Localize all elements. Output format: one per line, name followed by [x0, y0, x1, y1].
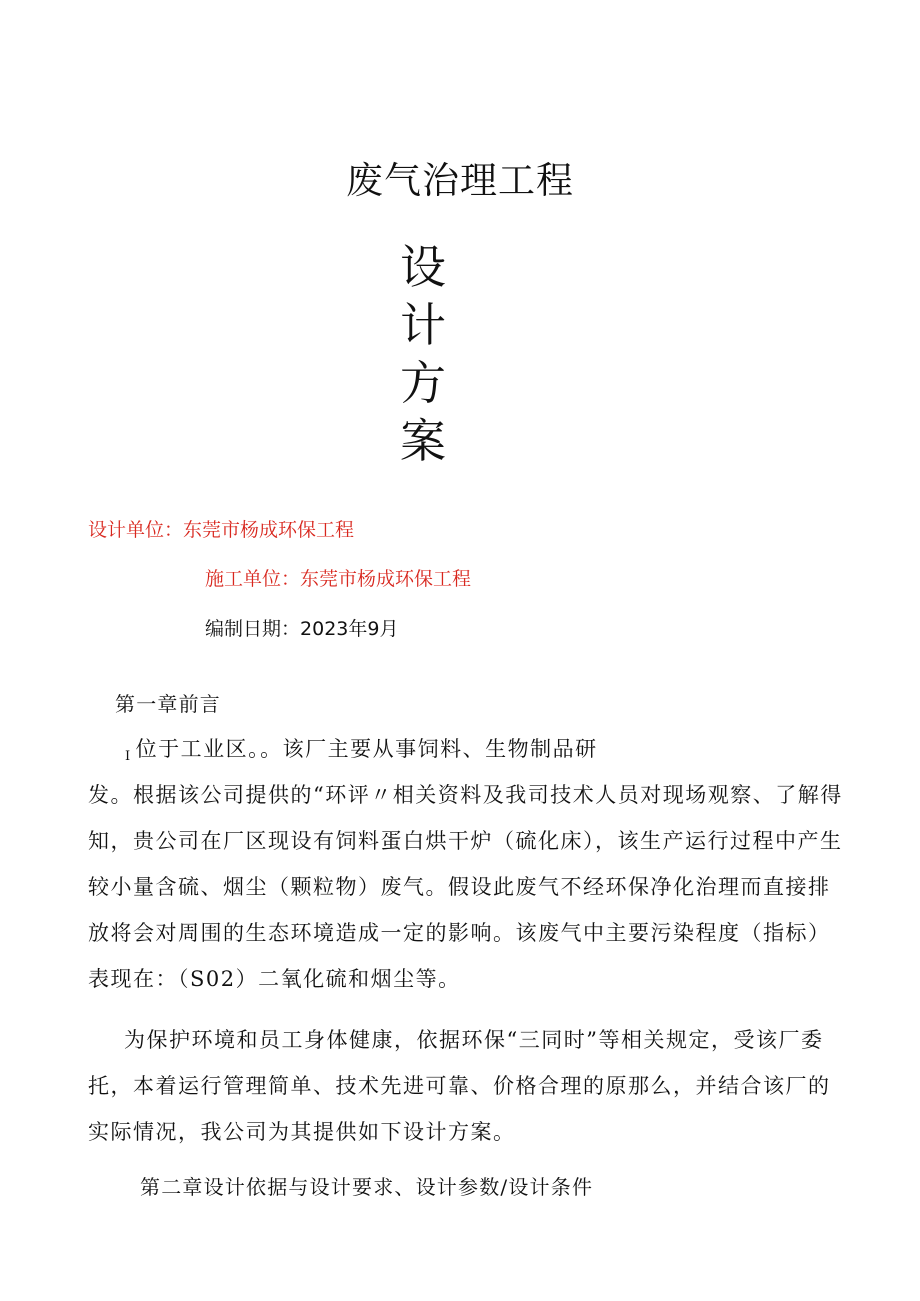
paragraph-marker: I	[125, 749, 132, 764]
construction-unit: 施工单位：东莞市杨成环保工程	[205, 568, 472, 590]
chapter1-paragraph-2: 为保护环境和员工身体健康，依据环保“三同时”等相关规定，受该厂委托，本着运行管理简单、技术先进可靠、价格合理的原那么，并结合该厂的实际情况，我公司为其提供如下设计方案。	[88, 1028, 831, 1144]
chapter1-intro-text: 位于工业区。。该厂主要从事饲料、生物制品研	[135, 737, 598, 761]
compile-date-label: 编制日期：	[205, 618, 301, 640]
vertical-subtitle: 设计方案	[400, 240, 446, 468]
chapter1-paragraph-1: 发。根据该公司提供的“环评〃相关资料及我司技术人员对现场观察、了解得知，贵公司在厂区现设有饲料蛋白烘干炉（硫化床），该生产运行过程中产生较小量含硫、烟尘（颗粒物）废气。假设此废气不经环保净化治理而直接排放将会对周围的生态环境造成一定的影响。该废气中主要污染程度（指标）表现在：（S02）二氧化硫和烟尘等。	[88, 783, 843, 991]
chapter2-heading: 第二章设计依据与设计要求、设计参数/设计条件	[140, 1175, 594, 1199]
chapter1-heading: 第一章前言	[115, 692, 221, 716]
document-title: 废气治理工程	[346, 159, 574, 202]
compile-date	[205, 614, 398, 641]
chapter1-intro-line	[125, 733, 598, 764]
design-unit: 设计单位：东莞市杨成环保工程	[88, 519, 355, 541]
compile-date-value: 2023年9月	[300, 618, 399, 640]
